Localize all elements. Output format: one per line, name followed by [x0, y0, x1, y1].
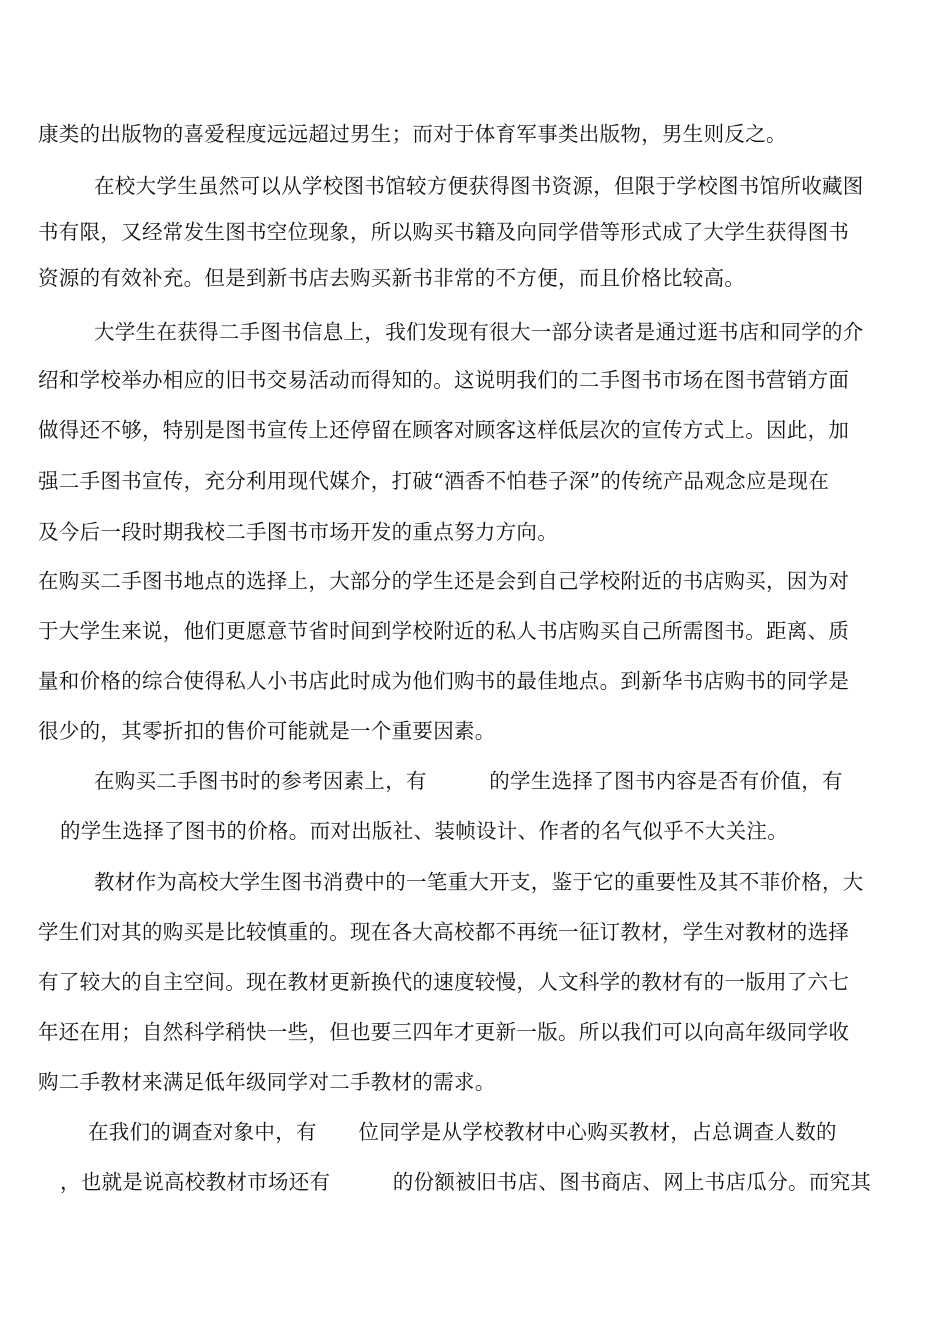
text-line: 购二手教材来满足低年级同学对二手教材的需求。 — [38, 1070, 496, 1094]
text-line: 做得还不够，特别是图书宣传上还停留在顾客对顾客这样低层次的宣传方式上。因此，加 — [38, 418, 850, 442]
text-line: 康类的出版物的喜爱程度远远超过男生；而对于体育军事类出版物，男生则反之。 — [38, 122, 787, 146]
text-line: 绍和学校举办相应的旧书交易活动而得知的。这说明我们的二手图书市场在图书营销方面 — [38, 368, 850, 392]
text-line: 很少的，其零折扣的售价可能就是一个重要因素。 — [38, 719, 496, 743]
paragraph-start-line: 大学生在获得二手图书信息上，我们发现有很大一部分读者是通过逛书店和同学的介 — [94, 320, 864, 344]
paragraph-start-line: 教材作为高校大学生图书消费中的一笔重大开支，鉴于它的重要性及其不菲价格，大 — [94, 870, 864, 894]
paragraph-start-line: 在购买二手图书地点的选择上，大部分的学生还是会到自己学校附近的书店购买，因为对 — [38, 569, 850, 593]
paragraph-start-line: 在购买二手图书时的参考因素上，有 的学生选择了图书内容是否有价值，有 — [94, 769, 843, 793]
text-line: 的学生选择了图书的价格。而对出版社、装帧设计、作者的名气似乎不大关注。 — [60, 819, 788, 843]
text-line: ，也就是说高校教材市场还有 的份额被旧书店、图书商店、网上书店瓜分。而究其 — [60, 1170, 872, 1194]
text-line: 于大学生来说，他们更愿意节省时间到学校附近的私人书店购买自己所需图书。距离、质 — [38, 619, 850, 643]
text-line: 量和价格的综合使得私人小书店此时成为他们购书的最佳地点。到新华书店购书的同学是 — [38, 669, 850, 693]
text-line: 书有限，又经常发生图书空位现象，所以购买书籍及向同学借等形式成了大学生获得图书 — [38, 220, 850, 244]
text-line: 资源的有效补充。但是到新书店去购买新书非常的不方便，而且价格比较高。 — [38, 266, 746, 290]
text-line: 学生们对其的购买是比较慎重的。现在各大高校都不再统一征订教材，学生对教材的选择 — [38, 920, 850, 944]
text-line: 有了较大的自主空间。现在教材更新换代的速度较慢，人文科学的教材有的一版用了六七 — [38, 970, 850, 994]
paragraph-start-line: 在校大学生虽然可以从学校图书馆较方便获得图书资源，但限于学校图书馆所收藏图 — [94, 174, 864, 198]
text-line: 年还在用；自然科学稍快一些，但也要三四年才更新一版。所以我们可以向高年级同学收 — [38, 1020, 850, 1044]
text-line: 强二手图书宣传，充分利用现代媒介，打破“酒香不怕巷子深”的传统产品观念应是现在 — [38, 469, 830, 493]
paragraph-start-line: 在我们的调查对象中，有 位同学是从学校教材中心购买教材，占总调查人数的 — [88, 1120, 837, 1144]
text-line: 及今后一段时期我校二手图书市场开发的重点努力方向。 — [38, 520, 558, 544]
